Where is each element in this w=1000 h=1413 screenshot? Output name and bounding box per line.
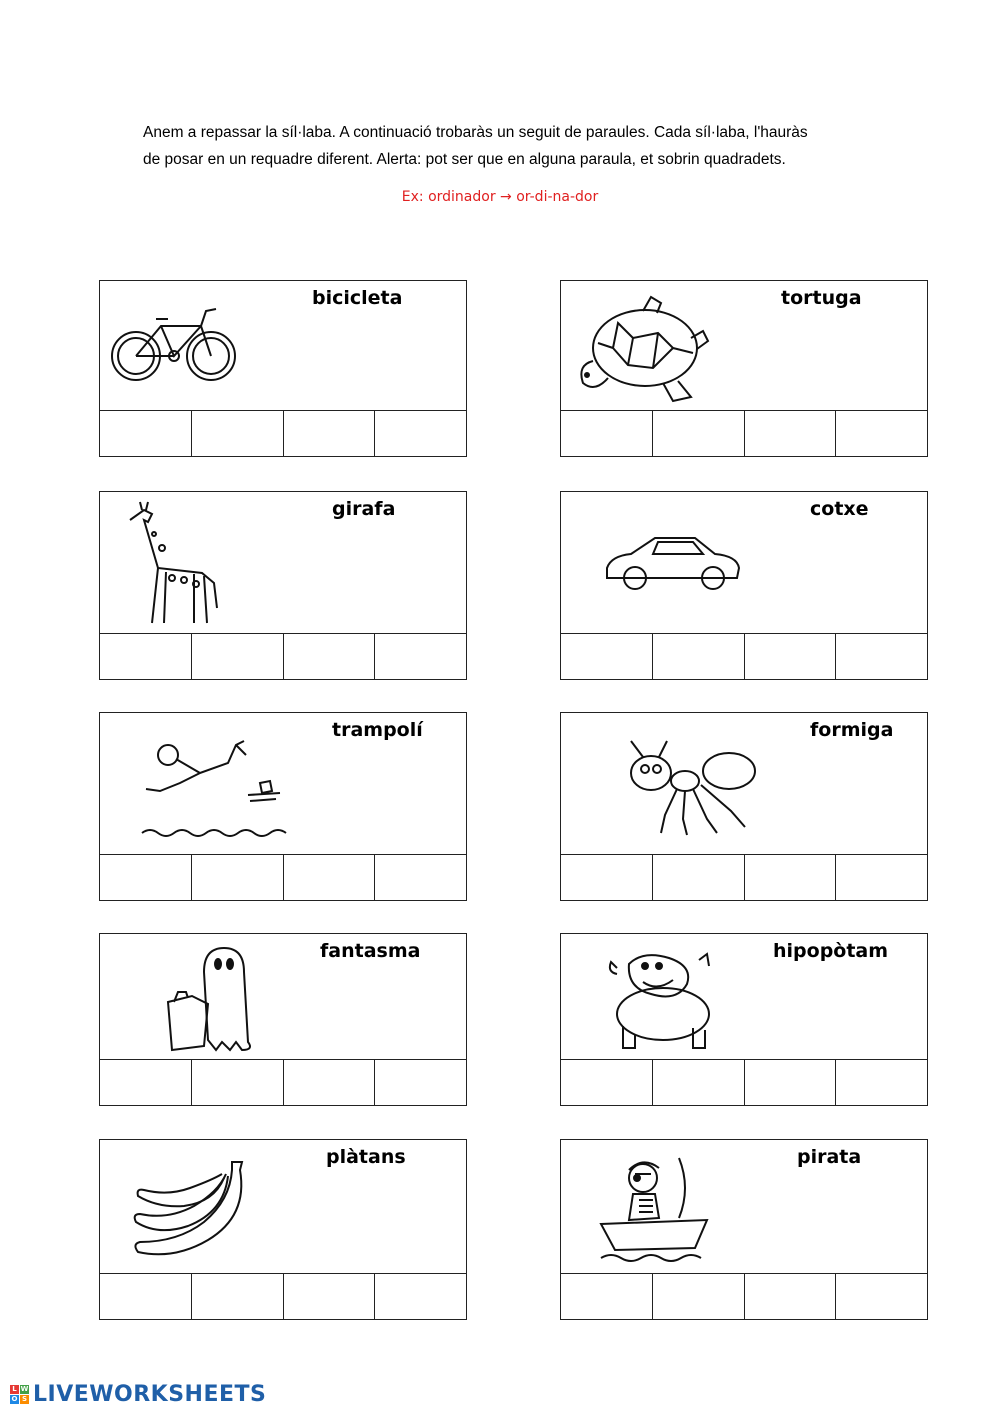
syllable-box-2[interactable]	[192, 411, 284, 456]
syllable-box-3[interactable]	[284, 1060, 376, 1105]
syllable-box-2[interactable]	[653, 411, 745, 456]
turtle-icon	[573, 293, 713, 408]
syllable-box-1[interactable]	[561, 855, 653, 900]
syllable-box-4[interactable]	[836, 411, 927, 456]
logo-letter-4: S	[21, 1394, 28, 1403]
diver-icon	[140, 733, 300, 848]
logo-letter-3: O	[11, 1394, 18, 1403]
word-label: fantasma	[320, 940, 421, 962]
syllable-box-1[interactable]	[100, 411, 192, 456]
syllable-box-1[interactable]	[100, 855, 192, 900]
word-label: trampolí	[332, 719, 423, 741]
syllable-box-1[interactable]	[561, 1060, 653, 1105]
word-label: cotxe	[810, 498, 869, 520]
logo-letter-1: L	[10, 1385, 19, 1394]
syllable-box-1[interactable]	[561, 1274, 653, 1319]
syllable-box-3[interactable]	[284, 855, 376, 900]
card-tortuga	[560, 280, 928, 457]
syllable-boxes	[100, 411, 466, 456]
word-label: hipopòtam	[773, 940, 889, 962]
syllable-box-2[interactable]	[192, 634, 284, 679]
syllable-boxes	[100, 855, 466, 900]
syllable-box-3[interactable]	[284, 634, 376, 679]
syllable-boxes	[561, 1060, 927, 1105]
syllable-box-2[interactable]	[192, 855, 284, 900]
syllable-box-2[interactable]	[653, 1060, 745, 1105]
car-icon	[603, 528, 743, 598]
card-pirata	[560, 1139, 928, 1320]
syllable-box-2[interactable]	[192, 1060, 284, 1105]
footer	[10, 1382, 266, 1407]
syllable-box-1[interactable]	[561, 634, 653, 679]
syllable-box-2[interactable]	[653, 634, 745, 679]
syllable-box-4[interactable]	[375, 411, 466, 456]
logo-letter-2: W	[20, 1384, 29, 1393]
card-bicicleta	[99, 280, 467, 457]
word-label: girafa	[332, 498, 396, 520]
syllable-boxes	[561, 855, 927, 900]
card-formiga	[560, 712, 928, 901]
word-label: tortuga	[781, 287, 862, 309]
syllable-box-1[interactable]	[100, 634, 192, 679]
syllable-box-3[interactable]	[745, 1274, 837, 1319]
instructions-line-1: Anem a repassar la síl·laba. A continuació trobaràs un seguit de paraules. Cada síl·laba, l'hauràs	[143, 124, 808, 141]
syllable-box-1[interactable]	[100, 1060, 192, 1105]
instructions-line-2: de posar en un requadre diferent. Alerta: pot ser que en alguna paraula, et sobrin quadradets.	[143, 151, 786, 168]
syllable-box-3[interactable]	[745, 855, 837, 900]
syllable-boxes	[100, 634, 466, 679]
syllable-box-3[interactable]	[284, 1274, 376, 1319]
word-label: pirata	[797, 1146, 862, 1168]
syllable-box-2[interactable]	[192, 1274, 284, 1319]
liveworksheets-logo-icon	[10, 1385, 30, 1405]
syllable-box-2[interactable]	[653, 855, 745, 900]
card-platans	[99, 1139, 467, 1320]
syllable-boxes	[561, 634, 927, 679]
card-cotxe	[560, 491, 928, 680]
hippo-icon	[603, 944, 723, 1054]
syllable-box-2[interactable]	[653, 1274, 745, 1319]
syllable-box-1[interactable]	[561, 411, 653, 456]
word-label: formiga	[810, 719, 894, 741]
instructions	[143, 119, 883, 173]
card-trampoli	[99, 712, 467, 901]
syllable-box-4[interactable]	[836, 634, 927, 679]
syllable-box-4[interactable]	[836, 855, 927, 900]
word-label: bicicleta	[312, 287, 403, 309]
pirate-icon	[595, 1148, 715, 1268]
syllable-box-3[interactable]	[284, 411, 376, 456]
syllable-box-3[interactable]	[745, 411, 837, 456]
giraffe-icon	[122, 498, 222, 628]
syllable-box-1[interactable]	[100, 1274, 192, 1319]
syllable-box-4[interactable]	[375, 1060, 466, 1105]
card-girafa	[99, 491, 467, 680]
syllable-boxes	[561, 411, 927, 456]
syllable-boxes	[100, 1274, 466, 1319]
syllable-box-4[interactable]	[836, 1274, 927, 1319]
syllable-box-4[interactable]	[375, 855, 466, 900]
syllable-box-4[interactable]	[836, 1060, 927, 1105]
syllable-box-3[interactable]	[745, 634, 837, 679]
brand-name[interactable]: LIVEWORKSHEETS	[33, 1382, 267, 1407]
ghost-icon	[164, 942, 264, 1057]
word-label: plàtans	[326, 1146, 406, 1168]
syllable-box-4[interactable]	[375, 634, 466, 679]
example-text: Ex: ordinador → or-di-na-dor	[401, 189, 599, 205]
syllable-box-4[interactable]	[375, 1274, 466, 1319]
bicycle-icon	[106, 301, 246, 391]
card-fantasma	[99, 933, 467, 1106]
syllable-boxes	[100, 1060, 466, 1105]
bananas-icon	[128, 1156, 268, 1266]
card-hipopotam	[560, 933, 928, 1106]
syllable-boxes	[561, 1274, 927, 1319]
syllable-box-3[interactable]	[745, 1060, 837, 1105]
ant-icon	[621, 735, 761, 845]
